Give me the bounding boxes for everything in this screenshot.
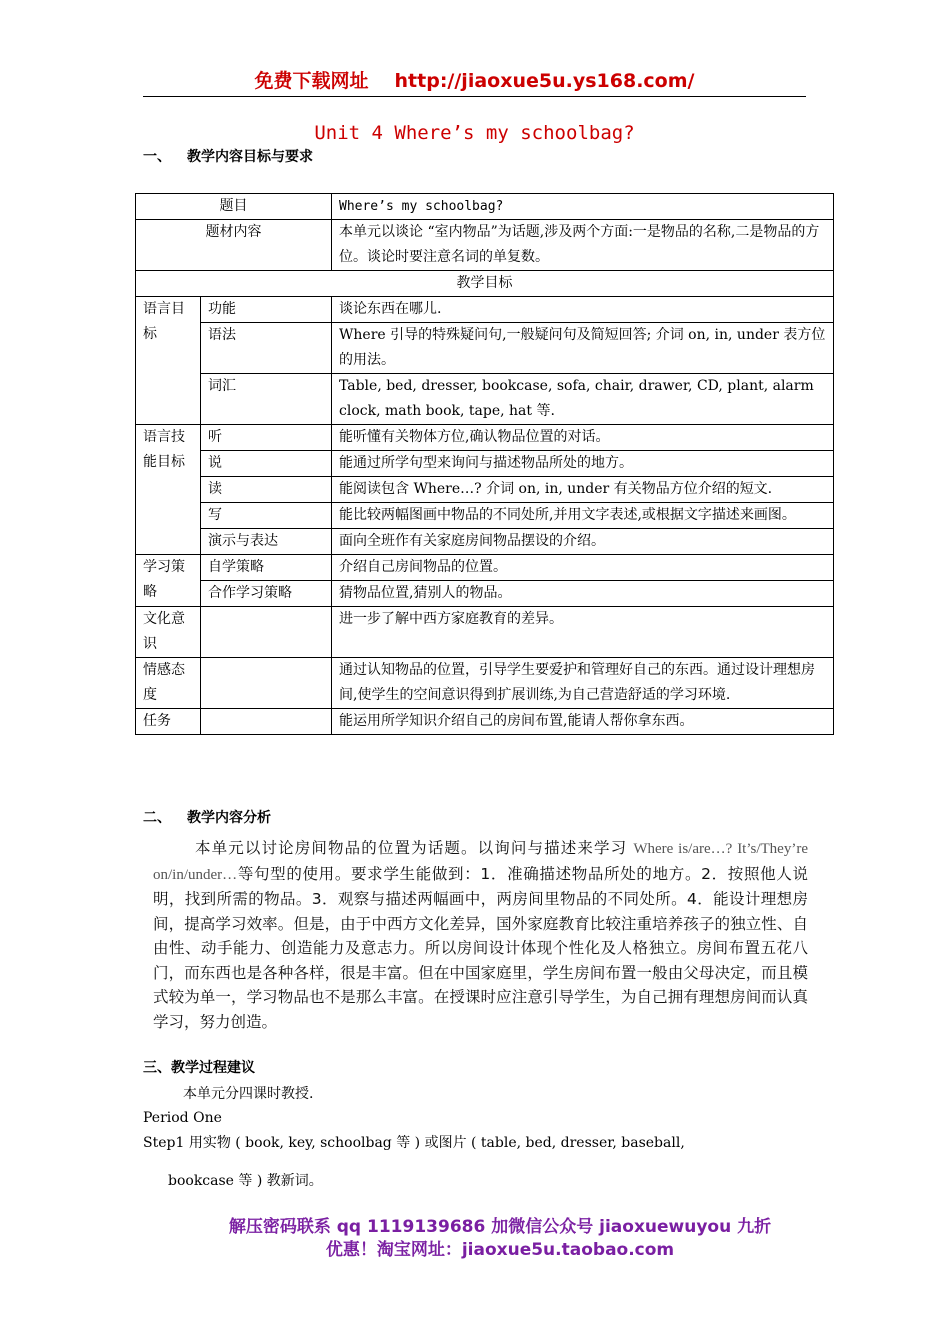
table-row: [136, 607, 834, 658]
analysis-sentence-pattern: Where is/are…? It’s/They’re on/in/under…: [153, 841, 808, 883]
section-heading-3: 三、教学过程建议: [143, 1060, 255, 1076]
vocab-label: 词汇: [201, 374, 332, 425]
step1-text: Step1 用实物 ( book, key, schoolbag 等 ) 或图片 ( table, bed, dresser, baseball,: [143, 1135, 685, 1151]
speak-label: 说: [201, 451, 332, 477]
topic-label: 题目: [136, 194, 332, 220]
section-2-title: 教学内容分析: [187, 810, 271, 826]
read-label: 读: [201, 477, 332, 503]
step1-continued: bookcase 等 ) 教新词。: [168, 1173, 323, 1189]
header-label: 免费下载网址: [254, 70, 369, 92]
table-row: [136, 271, 834, 297]
task-value: 能运用所学知识介绍自己的房间布置,能请人帮你拿东西。: [332, 709, 834, 735]
section-1-title: 教学内容目标与要求: [187, 149, 313, 165]
table-row: [136, 709, 834, 735]
analysis-text-1: 本单元以讨论房间物品的位置为话题。以询问与描述来学习: [195, 839, 634, 857]
goals-header: 教学目标: [136, 271, 834, 297]
present-label: 演示与表达: [201, 529, 332, 555]
self-study-value: 介绍自己房间物品的位置。: [332, 555, 834, 581]
grammar-value: Where 引导的特殊疑问句,一般疑问句及简短回答; 介词 on, in, under 表方位的用法。: [332, 323, 834, 374]
goals-table: [135, 193, 834, 735]
table-row: [136, 220, 834, 271]
skill-goals-label: 语言技能目标: [136, 425, 201, 555]
table-row: [136, 374, 834, 425]
process-intro: 本单元分四课时教授.: [183, 1086, 314, 1102]
page-footer: [200, 1216, 800, 1262]
coop-value: 猜物品位置,猜别人的物品。: [332, 581, 834, 607]
speak-value: 能通过所学句型来询问与描述物品所处的地方。: [332, 451, 834, 477]
section-heading-2: [143, 807, 271, 829]
grammar-label: 语法: [201, 323, 332, 374]
table-row: [136, 477, 834, 503]
emotion-value: 通过认知物品的位置，引导学生要爱护和管理好自己的东西。通过设计理想房间,使学生的空间意识得到扩展训练,为自己营造舒适的学习环境.: [332, 658, 834, 709]
culture-value: 进一步了解中西方家庭教育的差异。: [332, 607, 834, 658]
coop-label: 合作学习策略: [201, 581, 332, 607]
emotion-label: 情感态度: [136, 658, 201, 709]
table-row: [136, 555, 834, 581]
present-value: 面向全班作有关家庭房间物品摆设的介绍。: [332, 529, 834, 555]
function-value: 谈论东西在哪儿.: [332, 297, 834, 323]
table-row: [136, 529, 834, 555]
write-label: 写: [201, 503, 332, 529]
topic-value: Where’s my schoolbag?: [332, 194, 834, 220]
strategy-label: 学习策略: [136, 555, 201, 607]
section-heading-1: [143, 146, 313, 168]
content-value: 本单元以谈论 “室内物品”为话题,涉及两个方面:一是物品的名称,二是物品的方位。谈论时要注意名词的单复数。: [332, 220, 834, 271]
read-value: 能阅读包含 Where…? 介词 on, in, under 有关物品方位介绍的短文.: [332, 477, 834, 503]
culture-label: 文化意识: [136, 607, 201, 658]
write-value: 能比较两幅图画中物品的不同处所,并用文字表述,或根据文字描述来画图。: [332, 503, 834, 529]
analysis-paragraph: [153, 836, 808, 1034]
vocab-value: Table, bed, dresser, bookcase, sofa, chair, drawer, CD, plant, alarm clock, math book, tape, hat 等.: [332, 374, 834, 425]
section-2-number: 二、: [143, 810, 171, 826]
period-label: Period One: [143, 1110, 222, 1126]
footer-line-2: 优惠！淘宝网址：jiaoxue5u.taobao.com: [325, 1240, 675, 1260]
table-row: [136, 581, 834, 607]
emotion-empty: [201, 658, 332, 709]
table-row: [136, 451, 834, 477]
table-row: [136, 323, 834, 374]
function-label: 功能: [201, 297, 332, 323]
page-header: [143, 66, 806, 97]
table-row: [136, 297, 834, 323]
page-title: Unit 4 Where’s my schoolbag?: [314, 122, 635, 144]
self-study-label: 自学策略: [201, 555, 332, 581]
culture-empty: [201, 607, 332, 658]
content-label: 题材内容: [136, 220, 332, 271]
section-1-number: 一、: [143, 149, 171, 165]
header-url-link[interactable]: http://jiaoxue5u.ys168.com/: [394, 70, 695, 92]
analysis-text-2: 等句型的使用。要求学生能做到：1．准确描述物品所处的地方。2．按照他人说明，找到所需的物品。3．观察与描述两幅画中，两房间里物品的不同处所。4．能设计理想房间，提高学习效率。但是，由于中西方文化差异，国外家庭教育比较注重培养孩子的独立性、自由性、动手能力、创造能力及意志力。所以房间设计体现个性化及人格独立。房间布置五花八门，而东西也是各种各样，很是丰富。但在中国家庭里，学生房间布置一般由父母决定，而且模式较为单一，学习物品也不是那么丰富。在授课时应注意引导学生，为自己拥有理想房间而认真学习，努力创造。: [153, 864, 808, 1031]
table-row: [136, 194, 834, 220]
table-row: [136, 503, 834, 529]
listen-label: 听: [201, 425, 332, 451]
table-row: [136, 658, 834, 709]
listen-value: 能听懂有关物体方位,确认物品位置的对话。: [332, 425, 834, 451]
table-row: [136, 425, 834, 451]
footer-line-1: 解压密码联系 qq 1119139686 加微信公众号 jiaoxuewuyou 九折: [228, 1217, 772, 1237]
language-goals-label: 语言目标: [136, 297, 201, 425]
task-empty: [201, 709, 332, 735]
task-label: 任务: [136, 709, 201, 735]
